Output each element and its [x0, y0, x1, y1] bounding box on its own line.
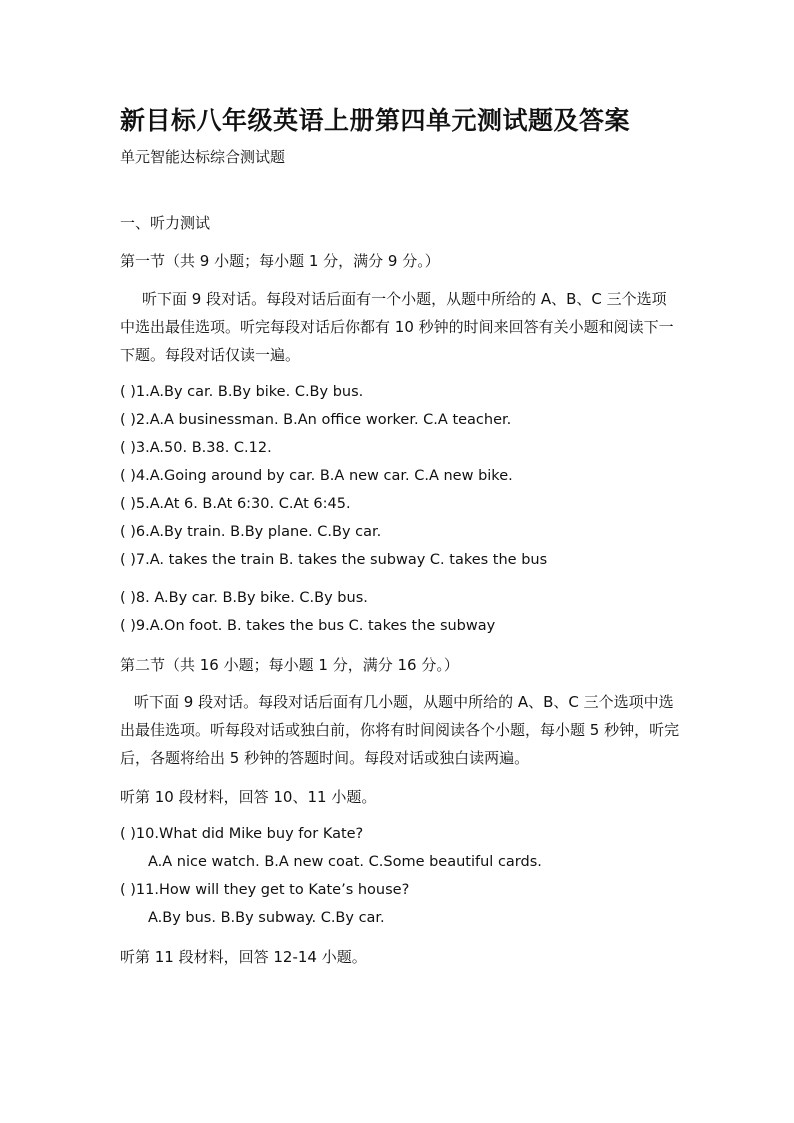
question-6: ( )6.A.By train. B.By plane. C.By car.	[120, 524, 382, 540]
question-11-options: A.By bus. B.By subway. C.By car.	[148, 910, 385, 926]
question-1: ( )1.A.By car. B.By bike. C.By bus.	[120, 384, 364, 400]
question-9: ( )9.A.On foot. B. takes the bus C. takes the subway	[120, 618, 496, 634]
question-10-options: A.A nice watch. B.A new coat. C.Some beautiful cards.	[148, 854, 542, 870]
question-11: ( )11.How will they get to Kate’s house?	[120, 882, 410, 898]
section1-instructions: 听下面 9 段对话。每段对话后面有一个小题，从题中所给的 A、B、C 三个选项中选出最佳选项。听完每段对话后你都有 10 秒钟的时间来回答有关小题和阅读下一下题。每段对话仅读一遍。	[120, 290, 674, 364]
question-3: ( )3.A.50. B.38. C.12.	[120, 440, 272, 456]
section1-heading: 第一节（共 9 小题；每小题 1 分，满分 9 分。）	[120, 252, 440, 270]
material-10-heading: 听第 10 段材料，回答 10、11 小题。	[120, 788, 377, 806]
question-8: ( )8. A.By car. B.By bike. C.By bus.	[120, 590, 368, 606]
section2-heading: 第二节（共 16 小题；每小题 1 分，满分 16 分。）	[120, 656, 459, 674]
part-heading: 一、听力测试	[120, 214, 211, 232]
question-10: ( )10.What did Mike buy for Kate?	[120, 826, 364, 842]
material-11-heading: 听第 11 段材料，回答 12-14 小题。	[120, 948, 367, 966]
section2-instructions: 听下面 9 段对话。每段对话后面有几小题，从题中所给的 A、B、C 三个选项中选出最佳选项。听每段对话或独白前，你将有时间阅读各个小题，每小题 5 秒钟，听完后，各题将给出 5 秒钟的答题时间。每段对话或独白读两遍。	[120, 693, 680, 767]
document-title: 新目标八年级英语上册第四单元测试题及答案	[120, 106, 631, 135]
question-4: ( )4.A.Going around by car. B.A new car. C.A new bike.	[120, 468, 513, 484]
question-5: ( )5.A.At 6. B.At 6:30. C.At 6:45.	[120, 496, 351, 512]
question-2: ( )2.A.A businessman. B.An office worker. C.A teacher.	[120, 412, 512, 428]
document-subtitle: 单元智能达标综合测试题	[120, 148, 286, 166]
question-7: ( )7.A. takes the train B. takes the subway C. takes the bus	[120, 552, 548, 568]
